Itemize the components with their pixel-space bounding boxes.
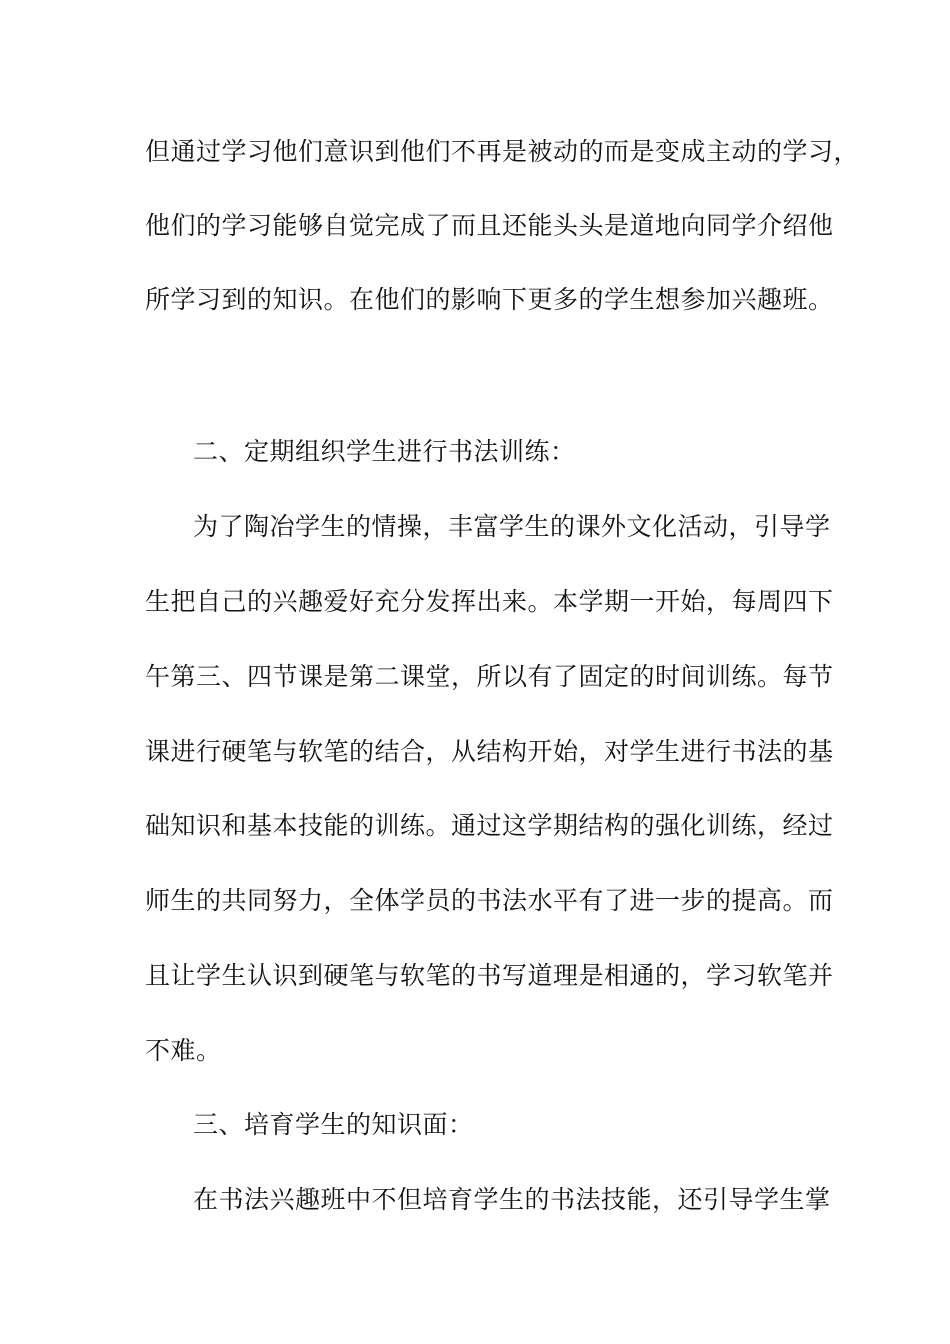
paragraph-line: 但通过学习他们意识到他们不再是被动的而是变成主动的学习， xyxy=(145,137,860,166)
section-heading: 二、定期组织学生进行书法训练： xyxy=(193,437,576,466)
paragraph-line: 础知识和基本技能的训练。通过这学期结构的强化训练，经过 xyxy=(145,811,834,840)
paragraph-line: 不难。 xyxy=(145,1036,222,1065)
paragraph-line: 生把自己的兴趣爱好充分发挥出来。本学期一开始，每周四下 xyxy=(145,587,834,616)
paragraph-line: 且让学生认识到硬笔与软笔的书写道理是相通的，学习软笔并 xyxy=(145,961,834,990)
paragraph-line: 师生的共同努力，全体学员的书法水平有了进一步的提高。而 xyxy=(145,886,834,915)
paragraph-line: 午第三、四节课是第二课堂，所以有了固定的时间训练。每节 xyxy=(145,662,834,691)
paragraph-line: 他们的学习能够自觉完成了而且还能头头是道地向同学介绍他 xyxy=(145,211,834,240)
paragraph-line: 在书法兴趣班中不但培育学生的书法技能，还引导学生掌 xyxy=(193,1185,831,1214)
section-heading: 三、培育学生的知识面： xyxy=(193,1110,474,1139)
paragraph-line: 课进行硬笔与软笔的结合，从结构开始，对学生进行书法的基 xyxy=(145,737,834,766)
paragraph-line: 为了陶冶学生的情操，丰富学生的课外文化活动，引导学 xyxy=(193,512,831,541)
paragraph-line: 所学习到的知识。在他们的影响下更多的学生想参加兴趣班。 xyxy=(145,285,834,314)
